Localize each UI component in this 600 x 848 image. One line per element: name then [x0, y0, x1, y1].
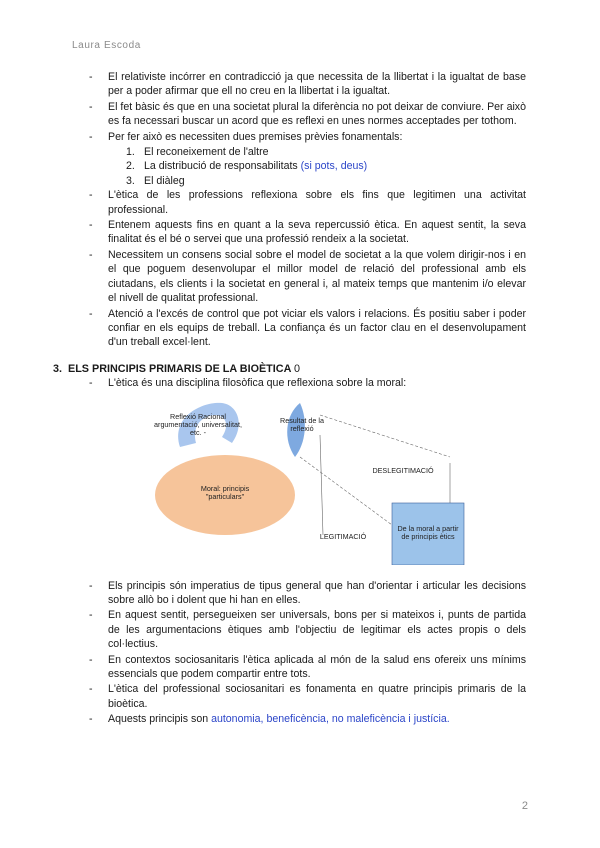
bullet: - — [89, 377, 93, 390]
list-item — [0, 653, 600, 682]
bullet: - — [89, 653, 93, 666]
section-number: 3. — [53, 362, 63, 375]
principle-link-justicia[interactable]: justícia — [413, 713, 447, 726]
bullet: - — [89, 71, 93, 83]
list-item-text: En aquest sentit, persegueixen ser universals, bons per si mateixos i, punts de partida de les argumentacions ètiques amb l'objectiu de legitimar els actes propis o dels col·lectius. — [108, 609, 526, 651]
numbered-item — [0, 174, 600, 188]
list-item — [0, 682, 600, 711]
bullet: - — [89, 307, 93, 320]
list-item — [0, 188, 600, 217]
item-number: 3. — [126, 174, 135, 187]
numbered-item — [0, 159, 600, 173]
list-item-text: El fet bàsic és que en una societat plural la diferència no pot deixar de conviure. Per això es fa necessari buscar un acord que es reflexi en unes normes acceptades per tothom. — [108, 100, 526, 128]
page-number: 2 — [521, 800, 528, 812]
author-header: Laura Escoda — [72, 40, 141, 51]
list-item-text: Necessitem un consens social sobre el model de societat a la que volem dirigir-nos i en el que poguem desenvolupar el millor model de relació del professional amb els ciutadans, els clients i la societat en general i, al mateix temps que mantenim i/o elevar el nivell de qualitat professional. — [108, 248, 526, 305]
section-heading — [0, 362, 600, 376]
list-item-text: L'ètica del professional sociosanitari es fonamenta en quatre principis primaris de la bioètica. — [108, 683, 526, 710]
numbered-item-text: El diàleg — [144, 174, 185, 187]
principle-link-autonomia[interactable]: autonomia — [211, 713, 261, 726]
list-item — [0, 70, 600, 99]
link-separator: , — [325, 713, 329, 726]
numbered-list — [0, 145, 600, 188]
list-item — [0, 130, 600, 144]
item-number: 2. — [126, 160, 135, 173]
page-content — [0, 70, 600, 728]
item-number: 1. — [126, 146, 135, 159]
list-item — [0, 218, 600, 247]
section-title-text: ELS PRINCIPIS PRIMARIS DE LA BIOÈTICA — [68, 362, 291, 375]
principle-link-beneficencia[interactable]: beneficència — [266, 713, 326, 726]
bullet: - — [89, 713, 93, 726]
bullet: - — [89, 683, 93, 696]
ethics-diagram — [0, 395, 600, 565]
deslegitimacio-label: DESLEGITIMACIÓ — [372, 465, 434, 475]
list-item-text: Per fer això es necessiten dues premises prèvies fonamentals: — [108, 130, 403, 143]
bullet: - — [89, 609, 93, 622]
bullet: - — [89, 100, 93, 113]
list-item — [0, 307, 600, 350]
list-item — [0, 579, 600, 608]
numbered-item — [0, 145, 600, 159]
list-item — [0, 608, 600, 651]
link-end: . — [446, 713, 450, 726]
section-suffix: 0 — [293, 362, 300, 375]
list-item — [0, 248, 600, 306]
list-item-text: Aquests principis son — [108, 713, 209, 726]
bullet: - — [89, 248, 93, 261]
list-item — [0, 100, 600, 129]
numbered-item-text: El reconeixement de l'altre — [144, 146, 269, 159]
connector-line — [320, 435, 323, 535]
list-mid — [0, 188, 600, 349]
list-item — [0, 376, 600, 390]
bullet: - — [89, 189, 93, 202]
reflexio-label: Reflexió Racional argumentació, universalitat, etc. - — [154, 411, 242, 438]
resultat-label: Resultat de la reflexió — [280, 415, 324, 433]
list-item-text: L'ètica és una disciplina filosòfica que reflexiona sobre la moral: — [108, 377, 407, 390]
list-item-text: En contextos sociosanitaris l'ètica aplicada al món de la salud ens ofereix uns mínims essencials que podem compartir entre tots. — [108, 653, 526, 680]
principle-link-no-maleficencia[interactable]: no maleficència — [331, 713, 406, 726]
list-item-text: El relativiste incórrer en contradicció ja que necessita de la llibertat i la igualtat de base per a poder afirmar que ell no creu en la llibertat i la igualtat. — [108, 71, 526, 98]
list-item-text: L'ètica de les professions reflexiona sobre els fins que legitimen una activitat professional. — [108, 189, 526, 216]
morality-box-label: De la moral a partir de principis ètics — [397, 523, 459, 541]
list-top — [0, 70, 600, 144]
bullet: - — [89, 219, 93, 232]
list-item-text: Els principis són imperatius de tipus general que han d'orientar i articular les decisions sobre allò bo i dolent que hi han en elles. — [108, 579, 526, 606]
list-bottom — [0, 579, 600, 727]
bullet: - — [89, 579, 93, 592]
bullet: - — [89, 130, 93, 143]
legitimacio-label: LEGITIMACIÓ — [319, 531, 367, 541]
numbered-item-text: La distribució de responsabilitats — [144, 160, 298, 173]
list-item-text: Atenció a l'excés de control que pot viciar els valors i relacions. És positiu saber i poder confiar en els equips de treball. La confiança és un factor clau en el desenvolupament d'un treball excel·lent. — [108, 307, 526, 349]
link-separator: , — [260, 713, 264, 726]
inline-link[interactable]: (si pots, deus) — [300, 160, 368, 173]
moral-label: Moral: principis "particulars" — [200, 483, 250, 501]
list-item — [0, 712, 600, 726]
section-intro-list — [0, 376, 600, 390]
list-item-text: Entenem aquests fins en quant a la seva repercussió ètica. En aquest sentit, la seva finalitat és el bé o servei que una professió rendeix a la societat. — [108, 219, 526, 246]
link-separator: i — [408, 713, 411, 726]
connector-line — [320, 415, 450, 457]
